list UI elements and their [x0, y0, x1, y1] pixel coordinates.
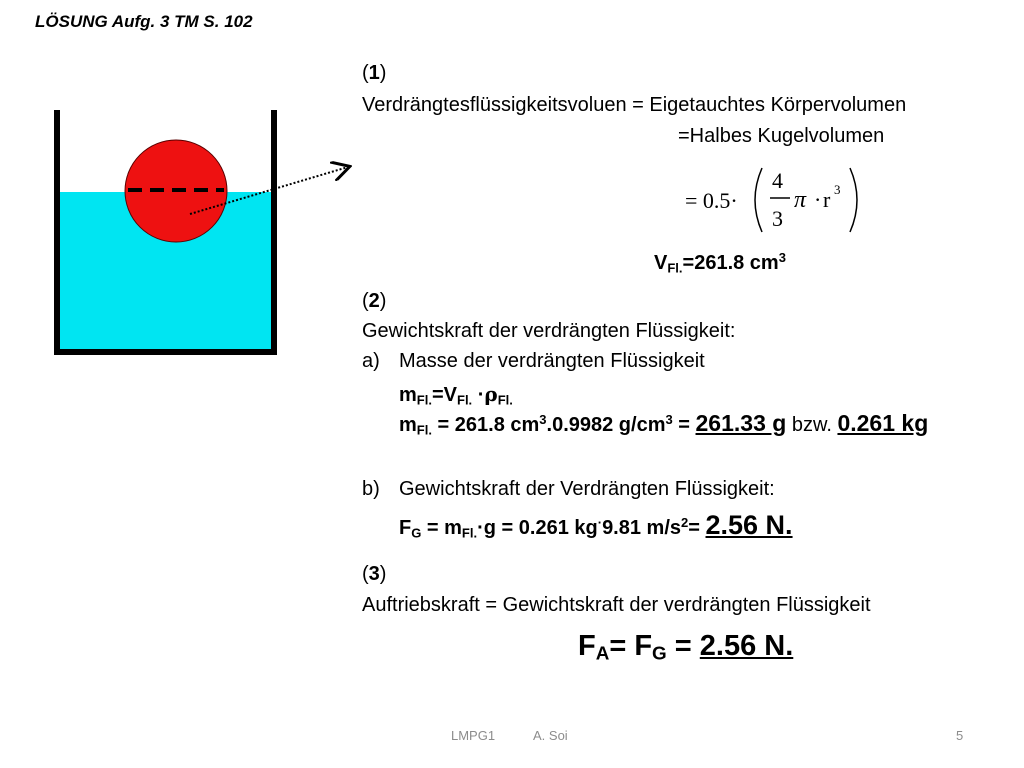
- final-result-value: 2.56 N.: [699, 630, 794, 662]
- item-b-marker: b): [362, 478, 380, 500]
- mass-formula: $m_{Fl.}=V_{Fl.} \cdot\rho_{Fl.}$: [399, 382, 513, 408]
- section-1-result: $V_{Fl.}=261.8$ $cm^3$: [654, 250, 786, 276]
- item-a-marker: a): [362, 350, 380, 372]
- formula-denominator: 3: [772, 206, 783, 231]
- formula-prefix: = 0.5·: [685, 188, 738, 213]
- item-a-text: Masse der verdrängten Flüssigkeit: [399, 350, 705, 372]
- section-1-line2: =Halbes Kugelvolumen: [678, 125, 885, 147]
- mass-result-g: 261.33 g: [695, 410, 787, 436]
- footer-page-number: 5: [956, 728, 964, 743]
- section-3-line1: Auftriebskraft = Gewichtskraft der verdrängten Flüssigkeit: [362, 594, 871, 616]
- section-3-label: (3): [362, 563, 387, 585]
- section-1-label: (1): [362, 62, 387, 84]
- section-1-line1: Verdrängtesflüssigkeitsvoluen = Eigetauchtes Körpervolumen: [362, 94, 907, 116]
- formula-r: r: [823, 187, 831, 212]
- footer-author: A. Soi: [533, 728, 568, 743]
- item-b-text: Gewichtskraft der Verdrängten Flüssigkeit:: [399, 478, 775, 500]
- formula-exponent: 3: [834, 182, 841, 197]
- final-result: $F_A= F_G = 2.56$ N.: [578, 630, 794, 664]
- volume-formula: [680, 160, 880, 240]
- formula-left-paren: [755, 168, 762, 232]
- beaker-illustration: [40, 100, 370, 370]
- footer-course: LMPG1: [451, 728, 496, 743]
- mass-result-kg: 0.261 kg: [837, 410, 929, 436]
- section-2-heading: Gewichtskraft der verdrängten Flüssigkeit:: [362, 320, 736, 342]
- formula-dot: ·: [814, 187, 822, 212]
- formula-pi: π: [794, 187, 807, 213]
- force-result: 2.56 N.: [705, 510, 793, 540]
- formula-numerator: 4: [772, 168, 783, 193]
- mass-calculation: $m_{Fl.} = 261.8$ $cm^3.0.9982$ $g/cm^3 = 261.33$ g bzw. 0.261 kg: [399, 410, 929, 438]
- section-2-label: (2): [362, 290, 387, 312]
- slide-title: LÖSUNG Aufg. 3 TM S. 102: [35, 12, 253, 31]
- force-calculation: $F_G = m_{Fl.}\cdot g = 0.261$ kg·9.81 $m/s^2= 2.56$ N.: [399, 510, 793, 541]
- formula-right-paren: [850, 168, 857, 232]
